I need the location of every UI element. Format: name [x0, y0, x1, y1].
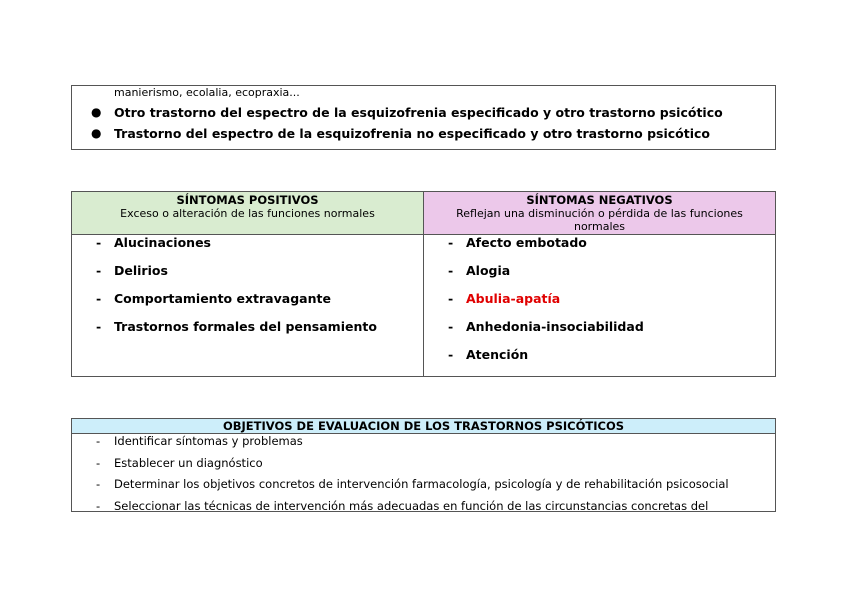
list-item-label: Otro trastorno del espectro de la esquizofrenia especificado y otro trastorno psicótico	[114, 105, 723, 120]
positive-symptoms-subtitle: Exceso o alteración de las funciones normales	[120, 207, 375, 220]
dash-bullet: -	[96, 477, 101, 491]
list-item	[424, 319, 775, 347]
positive-symptoms-column	[72, 192, 424, 376]
objective-label: Identificar síntomas y problemas	[114, 434, 303, 448]
disorders-bullet-list	[72, 102, 775, 144]
dash-bullet: -	[96, 455, 101, 470]
dash-bullet: -	[96, 235, 102, 250]
symptom-label: Alucinaciones	[114, 235, 211, 250]
objective-label: Determinar los objetivos concretos de intervención farmacología, psicología y de rehabilitación psicosocial	[114, 477, 729, 491]
positive-symptoms-header	[72, 192, 423, 235]
objective-label: Seleccionar las técnicas de intervención más adecuadas en función de las circunstancias concretas del	[114, 498, 709, 513]
dash-bullet: -	[448, 319, 454, 334]
continuation-text: manierismo, ecolalia, ecopraxia...	[114, 86, 300, 99]
dash-bullet: -	[96, 434, 101, 448]
negative-symptoms-column	[424, 192, 775, 376]
symptom-label: Afecto embotado	[466, 235, 587, 250]
negative-symptoms-subtitle: Reflejan una disminución o pérdida de las funciones normales	[456, 207, 743, 233]
negative-symptoms-header	[424, 192, 775, 235]
symptom-label: Comportamiento extravagante	[114, 291, 331, 306]
dash-bullet: -	[448, 291, 454, 306]
dash-bullet: -	[96, 263, 102, 278]
list-item	[72, 123, 775, 144]
symptom-label: Trastornos formales del pensamiento	[114, 319, 377, 334]
list-item	[72, 456, 775, 478]
objectives-table	[71, 418, 776, 512]
list-item-highlighted	[424, 291, 775, 319]
list-item	[72, 319, 423, 347]
list-item	[424, 235, 775, 263]
list-item	[72, 477, 775, 499]
list-item	[424, 347, 775, 375]
symptom-label: Anhedonia-insociabilidad	[466, 319, 644, 334]
objectives-title: OBJETIVOS DE EVALUACION DE LOS TRASTORNOS PSICÓTICOS	[72, 419, 775, 434]
list-item	[72, 291, 423, 319]
symptom-label: Abulia-apatía	[466, 291, 561, 306]
negative-symptoms-title: SÍNTOMAS NEGATIVOS	[526, 193, 673, 207]
positive-symptoms-list	[72, 235, 423, 347]
dash-bullet: -	[448, 263, 454, 278]
symptom-label: Atención	[466, 347, 529, 362]
positive-symptoms-title: SÍNTOMAS POSITIVOS	[176, 193, 319, 207]
list-item	[72, 102, 775, 123]
dash-bullet: -	[448, 347, 454, 362]
symptom-label: Alogia	[466, 263, 511, 278]
symptoms-table	[71, 191, 776, 377]
dash-bullet: -	[448, 235, 454, 250]
bullet-icon: ●	[91, 126, 102, 140]
objectives-list	[72, 434, 775, 520]
bullet-icon: ●	[91, 105, 102, 119]
list-item-label: Trastorno del espectro de la esquizofrenia no especificado y otro trastorno psicótico	[114, 126, 711, 141]
objective-label: Establecer un diagnóstico	[114, 455, 263, 470]
list-item	[424, 263, 775, 291]
dash-bullet: -	[96, 319, 102, 334]
list-item	[72, 235, 423, 263]
negative-symptoms-list	[424, 235, 775, 375]
list-item	[72, 263, 423, 291]
disorders-list-box	[71, 85, 776, 150]
list-item	[72, 434, 775, 456]
dash-bullet: -	[96, 498, 101, 513]
symptom-label: Delirios	[114, 263, 168, 278]
list-item	[72, 499, 775, 521]
dash-bullet: -	[96, 291, 102, 306]
